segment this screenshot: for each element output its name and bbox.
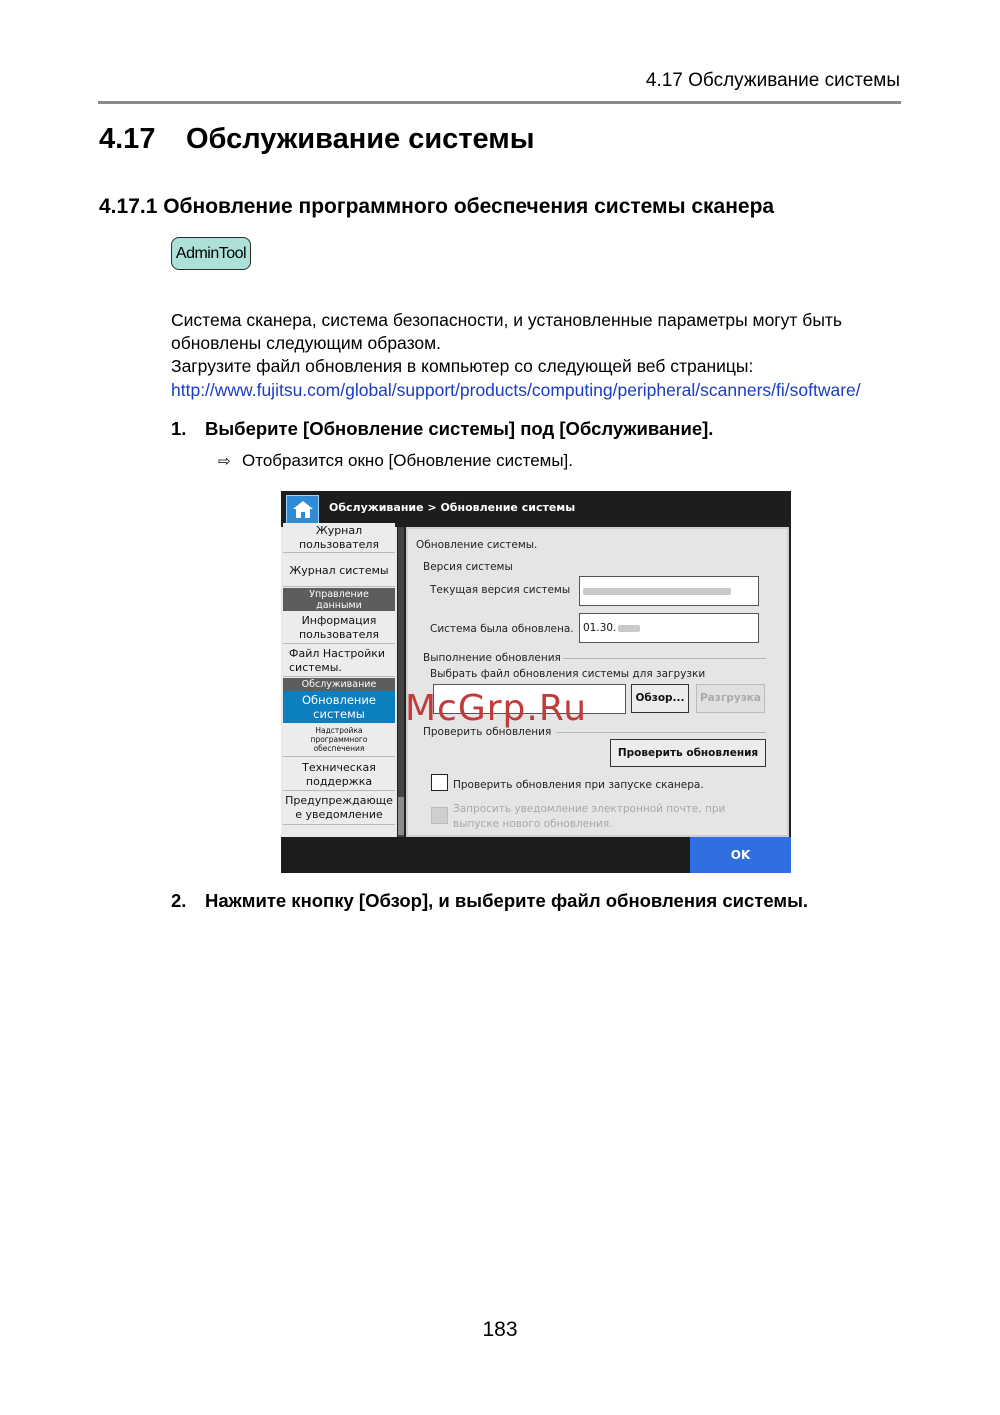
current-version-label: Текущая версия системы (430, 584, 571, 596)
run-update-group-label: Выполнение обновления (423, 652, 561, 664)
email-notify-checkbox[interactable] (431, 807, 448, 824)
upload-button[interactable]: Разгрузка (696, 684, 765, 713)
header-rule (98, 101, 901, 104)
step-1 (171, 418, 713, 440)
intro-line-1: Система сканера, система безопасности, и установленные параметры могут быть (171, 310, 843, 330)
menu-scrollbar[interactable] (398, 527, 404, 837)
updated-label: Система была обновлена. (430, 623, 574, 635)
home-icon[interactable] (286, 495, 319, 524)
menu-header-maintenance: Обслуживание (283, 678, 395, 691)
running-header: 4.17 Обслуживание системы (645, 70, 900, 91)
step-1-result (218, 451, 573, 471)
scrollbar-thumb[interactable] (398, 797, 404, 835)
update-pane (406, 527, 789, 837)
select-file-label: Выбрать файл обновления системы для загрузки (430, 668, 706, 680)
check-on-start-checkbox[interactable] (431, 774, 448, 791)
menu-item-system-journal[interactable]: Журнал системы (283, 555, 395, 587)
version-group-label: Версия системы (423, 561, 513, 573)
top-bar (281, 491, 791, 527)
subsection-heading: 4.17.1 Обновление программного обеспечения системы сканера (99, 195, 775, 218)
browse-button[interactable]: Обзор... (631, 684, 689, 713)
section-heading (99, 123, 534, 156)
email-notify-label-2: выпуске нового обновления. (453, 818, 613, 830)
menu-item-tech-support[interactable]: Техническая поддержка (283, 758, 395, 791)
step-text: Выберите [Обновление системы] под [Обслуживание]. (205, 418, 714, 439)
menu-item-software-addon[interactable]: Надстройка программного обеспечения (283, 724, 395, 757)
updated-field: 01.30. (579, 613, 759, 643)
menu-header-data-mgmt: Управление данными (283, 588, 395, 611)
intro-line-3: Загрузите файл обновления в компьютер со следующей веб страницы: (171, 356, 754, 376)
step-text: Нажмите кнопку [Обзор], и выберите файл обновления системы. (205, 890, 809, 911)
pane-title: Обновление системы. (416, 539, 538, 551)
check-updates-group-label: Проверить обновления (423, 726, 552, 738)
check-updates-button[interactable]: Проверить обновления (610, 739, 766, 767)
menu-item-system-update[interactable]: Обновление системы (283, 691, 395, 723)
menu-item-warnings[interactable]: Предупреждающе е уведомление (283, 792, 395, 825)
check-on-start-label: Проверить обновления при запуске сканера. (453, 779, 704, 791)
breadcrumb: Обслуживание > Обновление системы (329, 501, 576, 514)
section-number: 4.17 (99, 123, 156, 155)
software-link[interactable]: http://www.fujitsu.com/global/support/products/computing/peripheral/scanners/fi/software/ (171, 380, 861, 400)
result-arrow-icon: ⇨ (218, 453, 231, 470)
result-text: Отобразится окно [Обновление системы]. (242, 451, 574, 470)
side-menu (281, 524, 397, 837)
section-title: Обслуживание системы (186, 123, 535, 155)
intro-line-2: обновлены следующим образом. (171, 333, 442, 353)
step-number: 1. (171, 418, 187, 439)
menu-item-user-journal[interactable]: Журнал пользователя (283, 523, 395, 553)
menu-item-system-settings-file[interactable]: Файл Настройки системы. (283, 645, 395, 677)
page-number: 183 (482, 1318, 518, 1341)
admintool-badge: AdminTool (171, 237, 251, 270)
menu-item-user-info[interactable]: Информация пользователя (283, 612, 395, 644)
email-notify-label-1: Запросить уведомление электронной почте, при (453, 803, 726, 815)
current-version-field (579, 576, 759, 606)
step-2 (171, 890, 808, 912)
ok-button[interactable]: OK (690, 837, 791, 873)
screenshot-system-update (281, 491, 791, 873)
step-number: 2. (171, 890, 187, 911)
watermark: McGrp.Ru (405, 688, 588, 729)
